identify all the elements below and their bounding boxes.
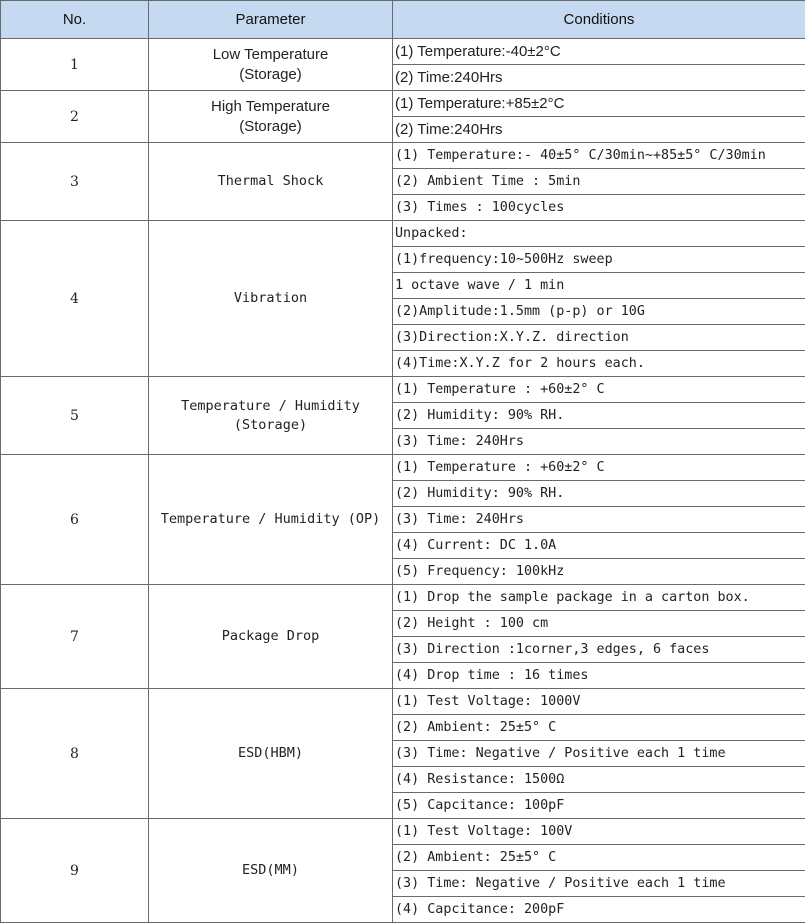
row-number: 7 xyxy=(1,585,149,689)
row-number: 3 xyxy=(1,143,149,221)
header-no: No. xyxy=(1,1,149,39)
condition-cell: (3) Direction :1corner,3 edges, 6 faces xyxy=(393,637,805,663)
table-row xyxy=(1,39,805,65)
parameter-line: Vibration xyxy=(233,290,308,306)
parameter-line: Temperature / Humidity xyxy=(181,397,360,414)
condition-cell: (4)Time:X.Y.Z for 2 hours each. xyxy=(393,351,805,377)
condition-cell: (5) Capcitance: 100pF xyxy=(393,793,805,819)
condition-cell: (1) Drop the sample package in a carton box. xyxy=(393,585,805,611)
parameter-cell xyxy=(149,455,393,585)
condition-cell: (4) Resistance: 1500Ω xyxy=(393,767,805,793)
condition-cell: (2) Humidity: 90% RH. xyxy=(393,481,805,507)
parameter-cell xyxy=(149,143,393,221)
condition-cell: (1) Temperature:+85±2°C xyxy=(393,91,805,117)
condition-cell: (3) Time: 240Hrs xyxy=(393,507,805,533)
parameter-line: Thermal Shock xyxy=(217,173,324,189)
row-number: 5 xyxy=(1,377,149,455)
condition-cell: (1)frequency:10~500Hz sweep xyxy=(393,247,805,273)
condition-cell: (4) Capcitance: 200pF xyxy=(393,897,805,923)
parameter-cell xyxy=(149,91,393,143)
condition-cell: (4) Current: DC 1.0A xyxy=(393,533,805,559)
parameter-cell xyxy=(149,585,393,689)
row-number: 8 xyxy=(1,689,149,819)
condition-cell: (1) Test Voltage: 1000V xyxy=(393,689,805,715)
table-row xyxy=(1,819,805,845)
parameter-line: Low Temperature xyxy=(212,45,329,63)
table-row xyxy=(1,143,805,169)
parameter-line: ESD(HBM) xyxy=(237,745,304,761)
parameter-cell xyxy=(149,39,393,91)
condition-cell: (2) Humidity: 90% RH. xyxy=(393,403,805,429)
parameter-cell xyxy=(149,377,393,455)
condition-cell: (5) Frequency: 100kHz xyxy=(393,559,805,585)
condition-cell: (2) Ambient: 25±5° C xyxy=(393,715,805,741)
header-row xyxy=(1,1,805,39)
parameter-line: (Storage) xyxy=(239,117,302,135)
header-parameter: Parameter xyxy=(149,1,393,39)
condition-cell: (1) Temperature : +60±2° C xyxy=(393,377,805,403)
table-row xyxy=(1,585,805,611)
condition-cell: (2) Time:240Hrs xyxy=(393,65,805,91)
row-number: 9 xyxy=(1,819,149,923)
row-number: 1 xyxy=(1,39,149,91)
table-row xyxy=(1,91,805,117)
condition-cell: 1 octave wave / 1 min xyxy=(393,273,805,299)
row-number: 6 xyxy=(1,455,149,585)
condition-cell: (3) Time: Negative / Positive each 1 time xyxy=(393,741,805,767)
table-row xyxy=(1,455,805,481)
header-conditions: Conditions xyxy=(393,1,805,39)
condition-cell: (2) Ambient: 25±5° C xyxy=(393,845,805,871)
condition-cell: (4) Drop time : 16 times xyxy=(393,663,805,689)
condition-cell: (1) Temperature : +60±2° C xyxy=(393,455,805,481)
condition-cell: Unpacked: xyxy=(393,221,805,247)
condition-cell: (1) Temperature:-40±2°C xyxy=(393,39,805,65)
parameter-line: Package Drop xyxy=(221,628,320,644)
parameter-line: (Storage) xyxy=(233,416,308,433)
condition-cell: (3) Times : 100cycles xyxy=(393,195,805,221)
condition-cell: (3) Time: 240Hrs xyxy=(393,429,805,455)
condition-cell: (2) Height : 100 cm xyxy=(393,611,805,637)
condition-cell: (3) Time: Negative / Positive each 1 time xyxy=(393,871,805,897)
row-number: 2 xyxy=(1,91,149,143)
table-body xyxy=(1,39,805,923)
row-number: 4 xyxy=(1,221,149,377)
parameter-cell xyxy=(149,221,393,377)
condition-cell: (2) Ambient Time : 5min xyxy=(393,169,805,195)
condition-cell: (3)Direction:X.Y.Z. direction xyxy=(393,325,805,351)
parameter-line: High Temperature xyxy=(211,97,330,115)
table-row xyxy=(1,221,805,247)
condition-cell: (2)Amplitude:1.5mm (p-p) or 10G xyxy=(393,299,805,325)
table-row xyxy=(1,689,805,715)
condition-cell: (1) Test Voltage: 100V xyxy=(393,819,805,845)
parameter-line: Temperature / Humidity (OP) xyxy=(160,511,381,527)
parameter-line: (Storage) xyxy=(239,65,302,83)
condition-cell: (1) Temperature:- 40±5° C/30min~+85±5° C/30min xyxy=(393,143,805,169)
table-row xyxy=(1,377,805,403)
parameter-line: ESD(MM) xyxy=(242,862,299,878)
parameter-cell xyxy=(149,819,393,923)
condition-cell: (2) Time:240Hrs xyxy=(393,117,805,143)
parameter-cell xyxy=(149,689,393,819)
